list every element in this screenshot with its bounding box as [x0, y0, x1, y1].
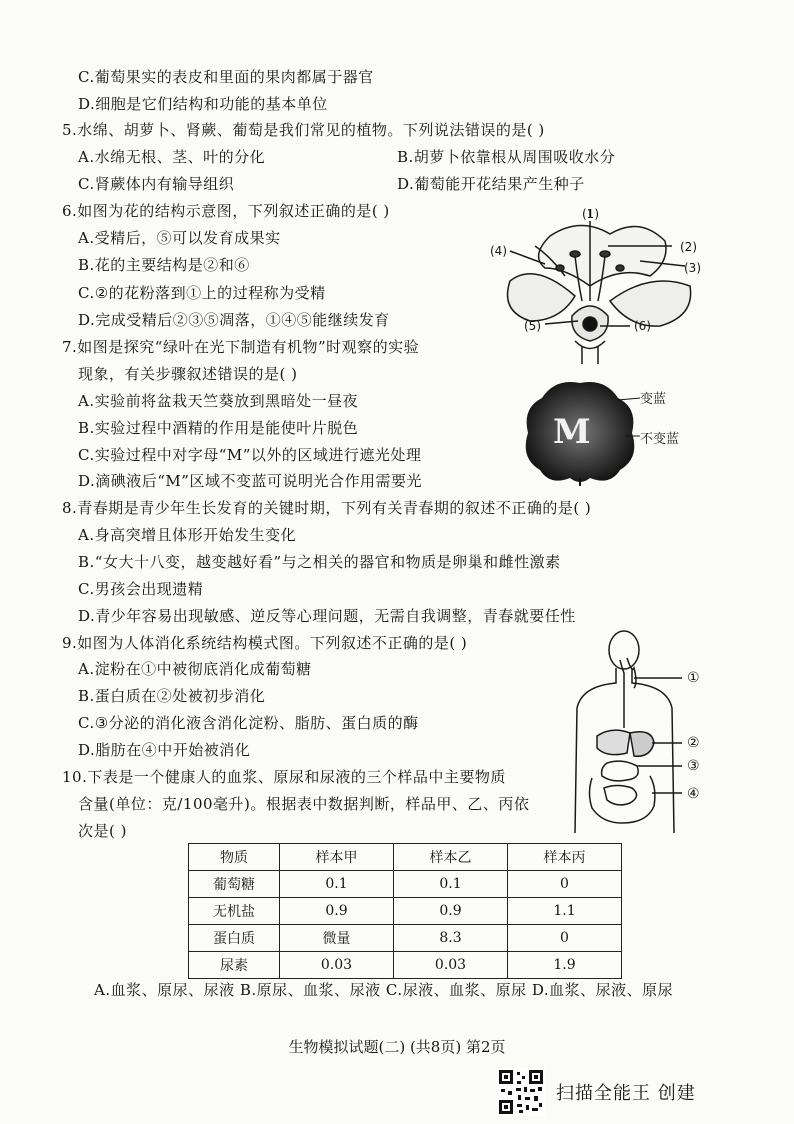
table-cell: 1.1 — [508, 898, 622, 925]
question-10: 10.下表是一个健康人的血浆、原尿和尿液的三个样品中主要物质 — [62, 768, 506, 786]
leaf-letter-m: M — [553, 412, 591, 452]
table-header: 样本乙 — [394, 844, 508, 871]
option-c-previous: C.葡萄果实的表皮和里面的果肉都属于器官 — [78, 68, 374, 86]
q9-option-a: A.淀粉在①中被彻底消化成葡萄糖 — [78, 660, 312, 678]
flower-label-4: (4) — [490, 244, 507, 258]
flower-label-6: (6) — [634, 319, 651, 333]
q5-option-a: A.水绵无根、茎、叶的分化 — [78, 148, 266, 166]
digestive-system-diagram — [572, 628, 682, 833]
digest-label-4: ④ — [687, 786, 700, 802]
table-row — [189, 898, 622, 925]
q6-option-d: D.完成受精后②③⑤凋落，①④⑤能继续发育 — [78, 311, 390, 329]
urine-sample-table — [188, 843, 622, 979]
digest-label-2: ② — [687, 735, 700, 751]
table-cell: 1.9 — [508, 952, 622, 979]
table-cell: 0.1 — [280, 871, 394, 898]
page-footer: 生物模拟试题(二) (共8页) 第2页 — [288, 1038, 506, 1056]
table-cell: 0.9 — [280, 898, 394, 925]
q5-option-d: D.葡萄能开花结果产生种子 — [397, 175, 585, 193]
question-6: 6.如图为花的结构示意图，下列叙述正确的是( ) — [62, 202, 390, 220]
question-7: 7.如图是探究“绿叶在光下制造有机物”时观察的实验 — [62, 338, 420, 356]
table-cell: 0.9 — [394, 898, 508, 925]
flower-label-3: (3) — [684, 261, 701, 275]
q5-option-c: C.肾蕨体内有输导组织 — [78, 175, 235, 193]
q6-option-c: C.②的花粉落到①上的过程称为受精 — [78, 284, 326, 302]
option-d-previous: D.细胞是它们结构和功能的基本单位 — [78, 95, 328, 113]
flower-label-1: (1) — [582, 207, 599, 221]
question-5: 5.水绵、胡萝卜、肾蕨、葡萄是我们常见的植物。下列说法错误的是( ) — [62, 121, 545, 139]
table-cell: 8.3 — [394, 925, 508, 952]
question-10-cont: 含量(单位：克/100毫升)。根据表中数据判断，样品甲、乙、丙依 — [78, 795, 530, 813]
table-row — [189, 925, 622, 952]
table-cell: 尿素 — [189, 952, 280, 979]
question-9: 9.如图为人体消化系统结构模式图。下列叙述不正确的是( ) — [62, 634, 468, 652]
qr-code-icon — [497, 1068, 545, 1116]
question-8: 8.青春期是青少年生长发育的关键时期，下列有关青春期的叙述不正确的是( ) — [62, 499, 592, 517]
scanner-watermark: 扫描全能王 创建 — [556, 1083, 696, 1104]
q6-option-a: A.受精后，⑤可以发育成果实 — [78, 229, 281, 247]
q9-option-c: C.③分泌的消化液含消化淀粉、脂肪、蛋白质的酶 — [78, 714, 419, 732]
flower-diagram — [490, 206, 705, 366]
table-header-row — [189, 844, 622, 871]
table-cell: 无机盐 — [189, 898, 280, 925]
leaf-label-not-blue: 不变蓝 — [640, 432, 680, 447]
leaf-label-blue: 变蓝 — [640, 392, 667, 407]
table-header: 样本甲 — [280, 844, 394, 871]
flower-label-5: (5) — [524, 319, 541, 333]
question-10-cont2: 次是( ) — [78, 822, 127, 840]
q7-option-a: A.实验前将盆栽天竺葵放到黑暗处一昼夜 — [78, 392, 359, 410]
table-cell: 蛋白质 — [189, 925, 280, 952]
question-7-cont: 现象，有关步骤叙述错误的是( ) — [78, 365, 298, 383]
digest-label-3: ③ — [687, 758, 700, 774]
q8-option-d: D.青少年容易出现敏感、逆反等心理问题，无需自我调整，青春就要任性 — [78, 607, 576, 625]
table-row — [189, 952, 622, 979]
q6-option-b: B.花的主要结构是②和⑥ — [78, 256, 250, 274]
table-cell: 0.03 — [280, 952, 394, 979]
table-cell: 0 — [508, 871, 622, 898]
table-row — [189, 871, 622, 898]
q9-option-d: D.脂肪在④中开始被消化 — [78, 741, 251, 759]
table-cell: 0.03 — [394, 952, 508, 979]
q10-options: A.血浆、原尿、尿液 B.原尿、血浆、尿液 C.尿液、血浆、原尿 D.血浆、尿液、原尿 — [94, 981, 674, 999]
q7-option-d: D.滴碘液后“M”区域不变蓝可说明光合作用需要光 — [78, 472, 422, 490]
q7-option-c: C.实验过程中对字母“M”以外的区域进行遮光处理 — [78, 446, 422, 464]
digest-label-1: ① — [687, 670, 700, 686]
flower-label-2: (2) — [680, 240, 697, 254]
q5-option-b: B.胡萝卜依靠根从周围吸收水分 — [397, 148, 616, 166]
table-cell: 0 — [508, 925, 622, 952]
table-cell: 葡萄糖 — [189, 871, 280, 898]
table-cell: 微量 — [280, 925, 394, 952]
q9-option-b: B.蛋白质在②处被初步消化 — [78, 687, 266, 705]
q8-option-a: A.身高突增且体形开始发生变化 — [78, 526, 297, 544]
q7-option-b: B.实验过程中酒精的作用是能使叶片脱色 — [78, 419, 359, 437]
q8-option-c: C.男孩会出现遗精 — [78, 580, 204, 598]
table-header: 样本丙 — [508, 844, 622, 871]
table-header: 物质 — [189, 844, 280, 871]
table-cell: 0.1 — [394, 871, 508, 898]
q8-option-b: B.“女大十八变，越变越好看”与之相关的器官和物质是卵巢和雌性激素 — [78, 553, 561, 571]
